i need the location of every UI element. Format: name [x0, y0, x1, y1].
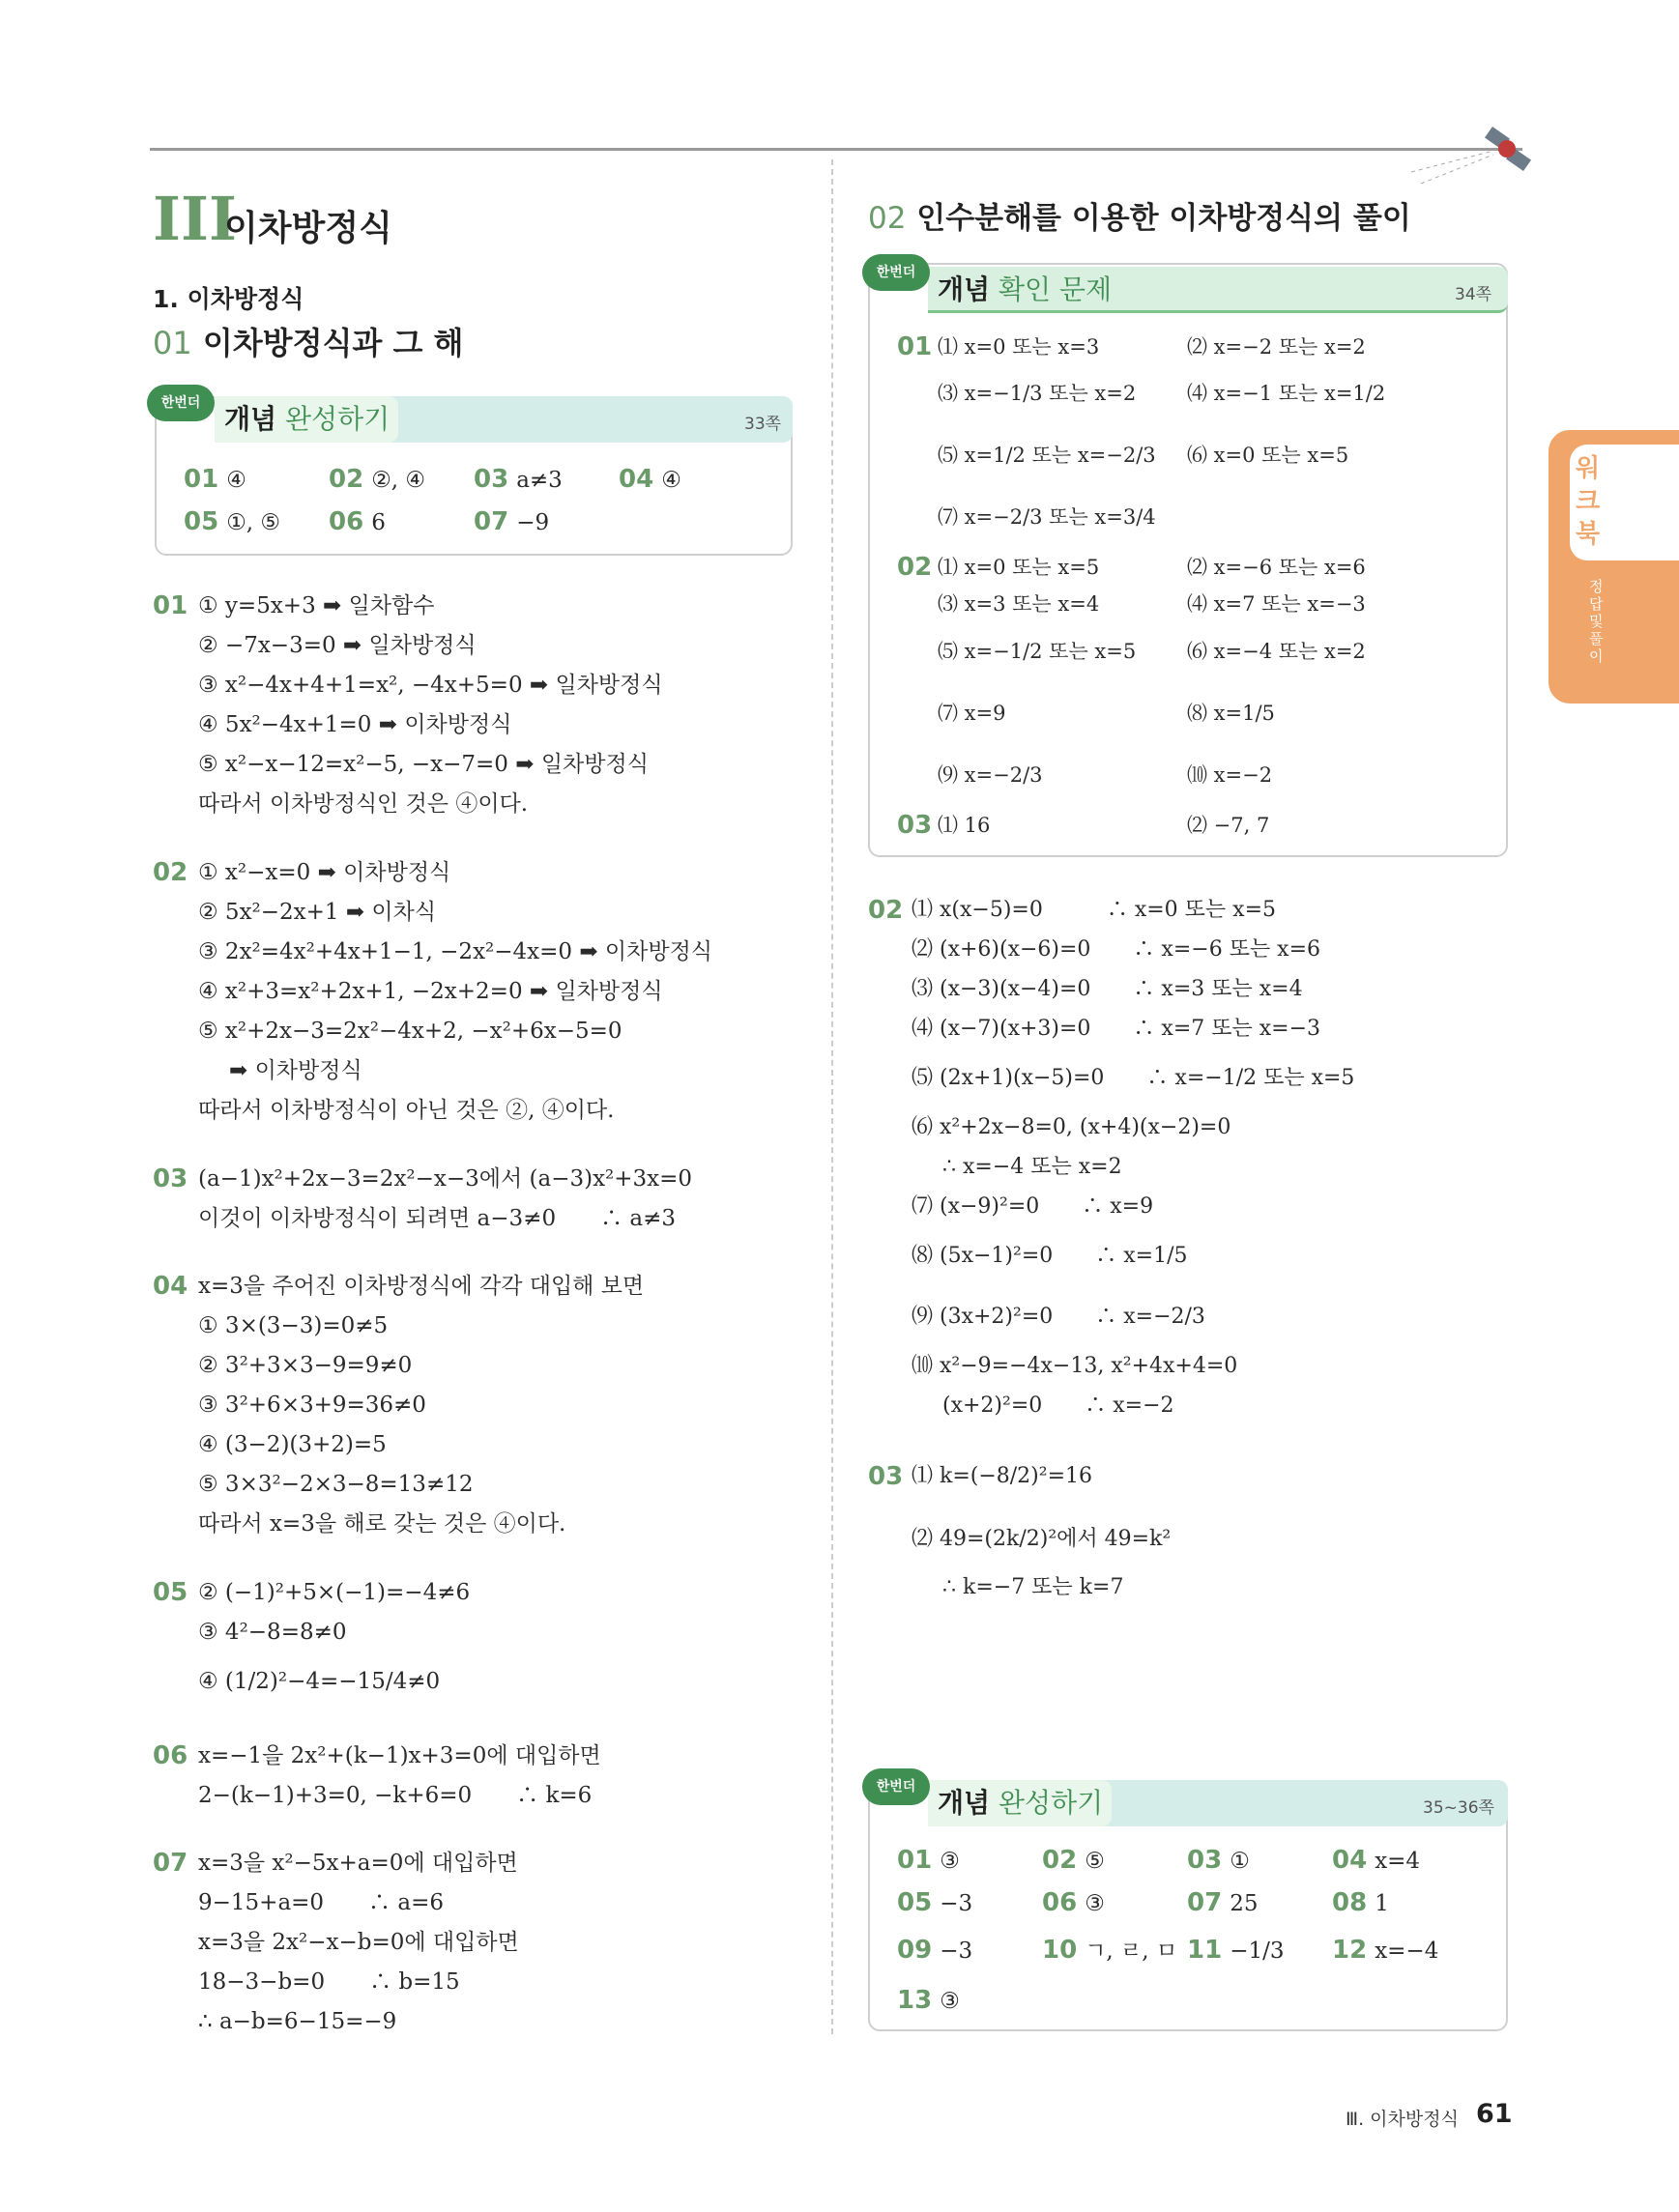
left-q01-line: ① y=5x+3 ➡ 일차함수 [198, 593, 435, 618]
box2-q01-ans: ⑵ x=−2 또는 x=2 [1187, 335, 1366, 359]
box3-page: 35~36쪽 [1423, 1798, 1494, 1818]
chapter-numeral: III [153, 184, 238, 254]
sub2-heading [868, 193, 1411, 237]
box2-q02-ans: ⑼ x=−2/3 [938, 763, 1043, 787]
sub2-title: 인수분해를 이용한 이차방정식의 풀이 [916, 201, 1411, 236]
b3-a2: 03 ① [1187, 1846, 1250, 1875]
right-q02-line: ⑸ (2x+1)(x−5)=0 ∴ x=−1/2 또는 x=5 [912, 1066, 1355, 1090]
left-q02-line: ⑤ x²+2x−3=2x²−4x+2, −x²+6x−5=0 [198, 1019, 622, 1044]
left-q06-line: 2−(k−1)+3=0, −k+6=0 ∴ k=6 [198, 1783, 593, 1808]
left-q02-line: 따라서 이차방정식이 아닌 것은 ②, ④이다. [198, 1098, 615, 1123]
left-q07-num: 07 [153, 1849, 188, 1878]
left-q06-line: x=−1을 2x²+(k−1)x+3=0에 대입하면 [198, 1743, 601, 1768]
right-q02-line: ⑵ (x+6)(x−6)=0 ∴ x=−6 또는 x=6 [912, 937, 1321, 962]
left-q02-line: ③ 2x²=4x²+4x+1−1, −2x²−4x=0 ➡ 이차방정식 [198, 939, 713, 964]
b1-a5: 06 6 [329, 507, 386, 536]
b3-a5: 06 ③ [1042, 1888, 1105, 1917]
left-q07-line: 9−15+a=0 ∴ a=6 [198, 1890, 444, 1915]
box3-title: 개념 완성하기 [938, 1787, 1104, 1819]
b3-a12: 13 ③ [897, 1986, 960, 2015]
right-q02-line: ⑽ x²−9=−4x−13, x²+4x+4=0 [912, 1354, 1238, 1378]
left-q07-line: x=3을 2x²−x−b=0에 대입하면 [198, 1930, 519, 1955]
left-q04-line: ② 3²+3×3−9=9≠0 [198, 1353, 413, 1378]
side-tab-label2: 정답 및 풀이 [1589, 578, 1604, 665]
chapter-title: 이차방정식 [224, 209, 392, 248]
left-q03-line: (a−1)x²+2x−3=2x²−x−3에서 (a−3)x²+3x=0 [198, 1166, 693, 1192]
b1-a2: 03 a≠3 [474, 465, 563, 494]
left-q07-line: ∴ a−b=6−15=−9 [198, 2009, 397, 2034]
sub1-heading [153, 319, 463, 363]
left-q04-line: ⑤ 3×3²−2×3−8=13≠12 [198, 1472, 474, 1497]
right-q02-line: ⑻ (5x−1)²=0 ∴ x=1/5 [912, 1244, 1188, 1268]
left-q03-line: 이것이 이차방정식이 되려면 a−3≠0 ∴ a≠3 [198, 1206, 676, 1231]
right-q02-line: ⑷ (x−7)(x+3)=0 ∴ x=7 또는 x=−3 [912, 1017, 1321, 1041]
left-q04-line: x=3을 주어진 이차방정식에 각각 대입해 보면 [198, 1274, 645, 1299]
b1-a4: 05 ①, ⑤ [184, 507, 281, 536]
left-q04-num: 04 [153, 1272, 188, 1301]
right-q02-line: ⑹ x²+2x−8=0, (x+4)(x−2)=0 [912, 1115, 1231, 1139]
box1-page: 33쪽 [744, 415, 782, 434]
b3-a0: 01 ③ [897, 1846, 960, 1875]
box2-q02-ans: ⑽ x=−2 [1187, 763, 1273, 787]
left-q03-num: 03 [153, 1164, 188, 1193]
b3-a1: 02 ⑤ [1042, 1846, 1105, 1875]
box3-tag: 한번더 [862, 1768, 930, 1805]
b3-a9: 10 ㄱ, ㄹ, ㅁ [1042, 1936, 1178, 1965]
left-q01-line: ② −7x−3=0 ➡ 일차방정식 [198, 633, 477, 658]
sub1-num: 01 [153, 325, 192, 361]
left-q01-line: ⑤ x²−x−12=x²−5, −x−7=0 ➡ 일차방정식 [198, 752, 649, 777]
box2-q02-ans: ⑶ x=3 또는 x=4 [938, 592, 1100, 616]
left-q02-num: 02 [153, 858, 188, 887]
box2-q02-ans: ⑻ x=1/5 [1187, 702, 1275, 725]
box2-tag: 한번더 [862, 254, 930, 291]
b3-a10: 11 −1/3 [1187, 1936, 1285, 1965]
right-q03-line: ∴ k=−7 또는 k=7 [942, 1575, 1124, 1599]
left-q06-num: 06 [153, 1741, 188, 1770]
left-q05-line: ④ (1/2)²−4=−15/4≠0 [198, 1669, 441, 1694]
left-q05-line: ② (−1)²+5×(−1)=−4≠6 [198, 1580, 471, 1605]
box2-q01-num: 01 [897, 332, 933, 361]
b1-a6: 07 −9 [474, 507, 550, 536]
b1-a3: 04 ④ [619, 465, 681, 494]
left-q05-num: 05 [153, 1578, 188, 1607]
b1-a1: 02 ②, ④ [329, 465, 426, 494]
left-q04-line: ③ 3²+6×3+9=36≠0 [198, 1393, 426, 1418]
box2-q01-ans: ⑶ x=−1/3 또는 x=2 [938, 382, 1137, 405]
box1-title: 개념 완성하기 [224, 403, 391, 435]
section-title: 1. 이차방정식 [153, 285, 304, 313]
right-q02-num: 02 [868, 896, 904, 925]
left-q02-line: ④ x²+3=x²+2x+1, −2x+2=0 ➡ 일차방정식 [198, 979, 663, 1004]
box2-q03-ans: ⑴ 16 [938, 814, 991, 837]
right-q02-line: ∴ x=−4 또는 x=2 [942, 1155, 1122, 1179]
b3-a3: 04 x=4 [1332, 1846, 1421, 1875]
sub1-title: 이차방정식과 그 해 [202, 325, 464, 361]
box2-q01-ans: ⑸ x=1/2 또는 x=−2/3 [938, 444, 1156, 467]
side-tab-label1: 워크북 [1576, 454, 1601, 549]
left-q01-num: 01 [153, 591, 188, 620]
box2-q01-ans: ⑹ x=0 또는 x=5 [1187, 444, 1349, 467]
left-q01-line: ④ 5x²−4x+1=0 ➡ 이차방정식 [198, 712, 512, 737]
box2-q03-ans: ⑵ −7, 7 [1187, 814, 1270, 837]
right-q02-line: ⑶ (x−3)(x−4)=0 ∴ x=3 또는 x=4 [912, 977, 1303, 1001]
box2-q02-num: 02 [897, 553, 933, 582]
box2-q02-ans: ⑹ x=−4 또는 x=2 [1187, 640, 1366, 663]
left-q01-line: ③ x²−4x+4+1=x², −4x+5=0 ➡ 일차방정식 [198, 673, 663, 698]
b3-a7: 08 1 [1332, 1888, 1389, 1917]
right-q02-line: ⑺ (x−9)²=0 ∴ x=9 [912, 1194, 1154, 1219]
sub2-num: 02 [868, 201, 907, 236]
b3-a11: 12 x=−4 [1332, 1936, 1439, 1965]
right-q02-line: ⑼ (3x+2)²=0 ∴ x=−2/3 [912, 1305, 1205, 1329]
footer-page-number: 61 [1476, 2099, 1513, 2129]
right-q03-num: 03 [868, 1462, 904, 1491]
box2-q02-ans: ⑷ x=7 또는 x=−3 [1187, 592, 1366, 616]
left-q04-line: ① 3×(3−3)=0≠5 [198, 1313, 389, 1338]
box1-tag: 한번더 [147, 385, 215, 421]
b3-a8: 09 −3 [897, 1936, 973, 1965]
right-q02-line: (x+2)²=0 ∴ x=−2 [942, 1393, 1174, 1418]
box2-q02-ans: ⑵ x=−6 또는 x=6 [1187, 556, 1366, 579]
right-q02-line: ⑴ x(x−5)=0 ∴ x=0 또는 x=5 [912, 898, 1276, 922]
left-q05-line: ③ 4²−8=8≠0 [198, 1620, 347, 1645]
left-q04-line: 따라서 x=3을 해로 갖는 것은 ④이다. [198, 1511, 566, 1537]
box2-q03-num: 03 [897, 811, 933, 840]
box2-q02-ans: ⑴ x=0 또는 x=5 [938, 556, 1100, 579]
box2-title: 개념 확인 문제 [938, 273, 1113, 305]
left-q07-line: 18−3−b=0 ∴ b=15 [198, 1969, 460, 1995]
column-divider [831, 159, 833, 2034]
left-q07-line: x=3을 x²−5x+a=0에 대입하면 [198, 1851, 518, 1876]
left-q02-line: ① x²−x=0 ➡ 이차방정식 [198, 860, 451, 885]
box2-q02-ans: ⑸ x=−1/2 또는 x=5 [938, 640, 1137, 663]
box2-q01-ans: ⑺ x=−2/3 또는 x=3/4 [938, 505, 1156, 529]
footer-chapter: Ⅲ. 이차방정식 [1346, 2109, 1459, 2130]
right-q03-line: ⑵ 49=(2k/2)²에서 49=k² [912, 1527, 1172, 1551]
right-q03-line: ⑴ k=(−8/2)²=16 [912, 1464, 1093, 1488]
satellite-icon [1411, 114, 1537, 191]
box2-page: 34쪽 [1455, 285, 1492, 304]
left-q04-line: ④ (3−2)(3+2)=5 [198, 1432, 387, 1457]
left-q01-line: 따라서 이차방정식인 것은 ④이다. [198, 791, 529, 817]
b1-a0: 01 ④ [184, 465, 246, 494]
b3-a6: 07 25 [1187, 1888, 1259, 1917]
box2-q02-ans: ⑺ x=9 [938, 702, 1006, 725]
box2-q01-ans: ⑷ x=−1 또는 x=1/2 [1187, 382, 1386, 405]
left-q02-line: ② 5x²−2x+1 ➡ 이차식 [198, 900, 437, 925]
b3-a4: 05 −3 [897, 1888, 973, 1917]
top-rule [150, 148, 1522, 151]
box2-q01-ans: ⑴ x=0 또는 x=3 [938, 335, 1100, 359]
left-q02-line: ➡ 이차방정식 [229, 1058, 362, 1083]
